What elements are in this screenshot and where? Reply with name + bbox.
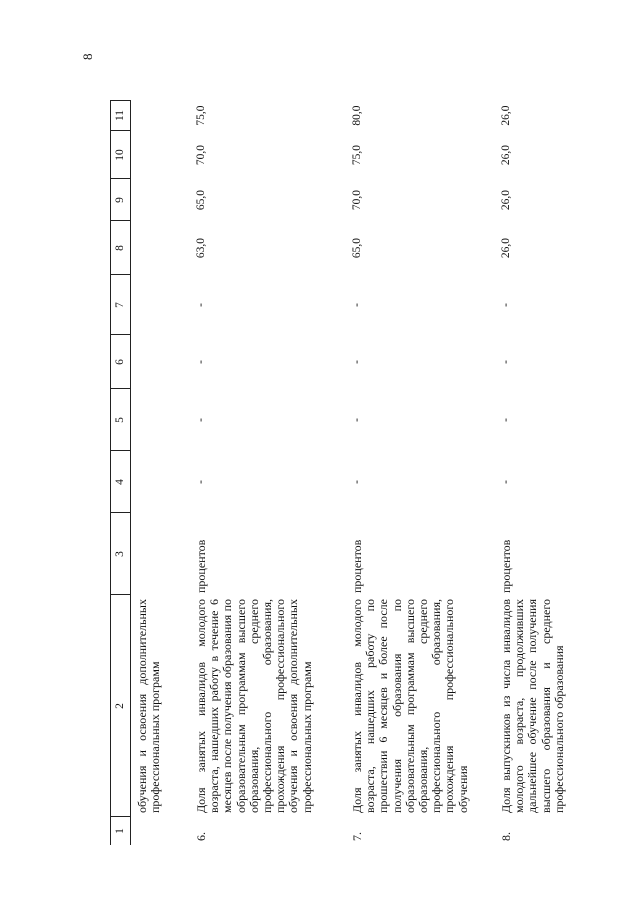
col-header-2: 2: [114, 703, 126, 709]
row-6-value: -: [195, 418, 207, 422]
row-6-value: 65,0: [195, 189, 207, 211]
row-8-text: Доля выпускников из числа инвалидов молодого возраста, продолживших дальнейшее обучение после получения высшего образования и среднего профессионального образования: [499, 599, 566, 813]
row-6-value: -: [195, 303, 207, 307]
row-7-value: 80,0: [351, 105, 363, 126]
col-header-3: 3: [114, 551, 126, 557]
row-6-value: 63,0: [195, 237, 207, 259]
col-header-10: 10: [114, 149, 126, 161]
row-7-value: 65,0: [351, 237, 363, 259]
row-6-value: 70,0: [195, 144, 207, 166]
row-8-number: 8.: [499, 832, 513, 841]
row-6-value: -: [195, 480, 207, 484]
row-7-value: -: [351, 480, 363, 484]
row-7-value: -: [351, 360, 363, 364]
col-header-1: 1: [114, 828, 126, 834]
row-0-text: обучения и освоения дополнительных профессиональных программ: [135, 599, 163, 813]
header-bottom-rule: [130, 100, 131, 845]
row-8-value: 26,0: [500, 189, 512, 211]
row-6-text: Доля занятых инвалидов молодого возраста, нашедших работу в течение 6 месяцев после получения образования по образовательным программам высшего образования, среднего профессионального образования, прохождения профессионального обучения и освоения дополнительных профессиональных программ: [194, 599, 314, 813]
row-6-number: 6.: [194, 832, 208, 841]
col-header-7: 7: [114, 302, 126, 308]
row-8-value: 26,0: [500, 105, 512, 126]
row-8-value: 26,0: [500, 144, 512, 166]
col-header-4: 4: [114, 479, 126, 485]
row-8-value: -: [500, 480, 512, 484]
row-7-value: -: [351, 303, 363, 307]
row-6-value: -: [195, 360, 207, 364]
row-6-unit: процентов: [194, 539, 208, 593]
row-8-unit: процентов: [499, 539, 513, 593]
col-header-9: 9: [114, 197, 126, 203]
row-7-number: 7.: [350, 832, 364, 841]
col-header-5: 5: [114, 417, 126, 423]
page-number: 8: [80, 53, 95, 60]
row-7-value: -: [351, 418, 363, 422]
row-8-value: -: [500, 303, 512, 307]
indicator-table: [110, 100, 630, 845]
row-6-value: 75,0: [195, 105, 207, 126]
row-7-unit: процентов: [350, 539, 364, 593]
header-top-rule: [110, 100, 111, 845]
row-8-value: -: [500, 360, 512, 364]
row-8-value: 26,0: [500, 237, 512, 259]
col-header-11: 11: [114, 109, 126, 122]
col-header-6: 6: [114, 359, 126, 365]
row-7-value: 75,0: [351, 144, 363, 166]
row-7-text: Доля занятых инвалидов молодого возраста, нашедших работу по прошествии 6 месяцев и более после получения образования по образовательным программам высшего образования, среднего профессионального образования, прохождения профессионального обучения: [350, 599, 470, 813]
col-header-8: 8: [114, 245, 126, 251]
row-7-value: 70,0: [351, 189, 363, 211]
row-8-value: -: [500, 418, 512, 422]
